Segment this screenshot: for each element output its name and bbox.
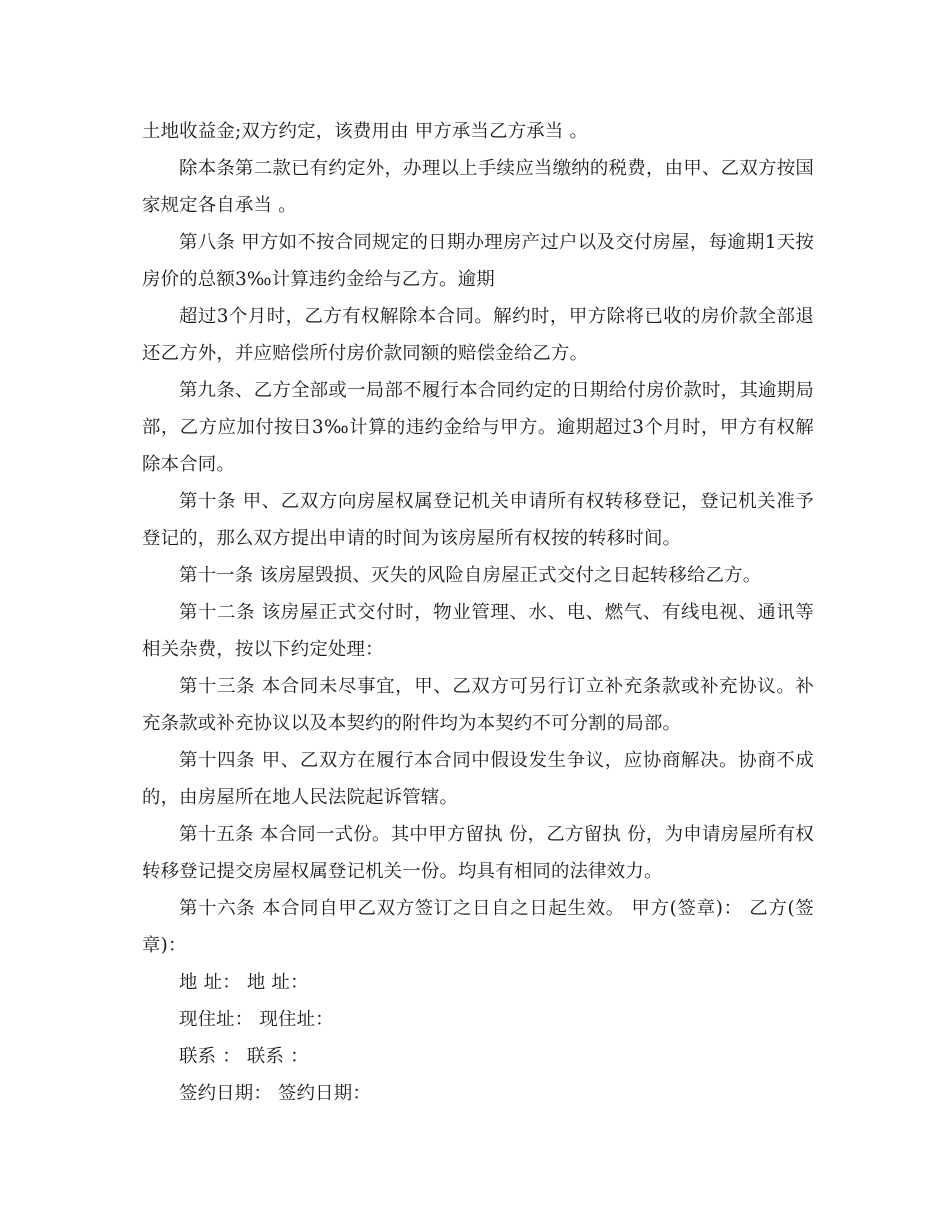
paragraph-article-15: 第十五条 本合同一式份。其中甲方留执 份，乙方留执 份，为申请房屋所有权转移登记提交房屋权属登记机关一份。均具有相同的法律效力。: [142, 824, 814, 882]
paragraph-article-14: 第十四条 甲、乙双方在履行本合同中假设发生争议，应协商解决。协商不成的，由房屋所在地人民法院起诉管辖。: [142, 750, 814, 808]
signing-date-line: 签约日期： 签约日期：: [179, 1083, 371, 1104]
paragraph-article-12: 第十二条 该房屋正式交付时，物业管理、水、电、燃气、有线电视、通讯等相关杂费，按以下约定处理：: [142, 602, 814, 660]
paragraph-article-16-signatures: 第十六条 本合同自甲乙双方签订之日自之日起生效。 甲方(签章)： 乙方(签章)：: [142, 898, 814, 956]
paragraph-article-11: 第十一条 该房屋毁损、灭失的风险自房屋正式交付之日起转移给乙方。: [179, 565, 762, 586]
paragraph-article-10: 第十条 甲、乙双方向房屋权属登记机关申请所有权转移登记，登记机关准予登记的，那么双方提出申请的时间为该房屋所有权按的转移时间。: [142, 491, 814, 549]
paragraph-article-9: 第九条、乙方全部或一局部不履行本合同约定的日期给付房价款时，其逾期局部，乙方应加付按日3‰计算的违约金给与甲方。逾期超过3个月时，甲方有权解除本合同。: [142, 380, 814, 475]
paragraph-article-13: 第十三条 本合同未尽事宜，甲、乙双方可另行订立补充条款或补充协议。补充条款或补充协议以及本契约的附件均为本契约不可分割的局部。: [142, 676, 814, 734]
document-body: [142, 113, 814, 1112]
paragraph-taxes: 除本条第二款已有约定外，办理以上手续应当缴纳的税费，由甲、乙双方按国家规定各自承当 。: [142, 158, 814, 216]
contact-line: 联系 ： 联系 ：: [179, 1046, 309, 1067]
current-address-line: 现住址： 现住址：: [179, 1009, 334, 1030]
paragraph-article-8: 第八条 甲方如不按合同规定的日期办理房产过户以及交付房屋，每逾期1天按房价的总额3‰计算违约金给与乙方。逾期: [142, 232, 814, 290]
address-line: 地 址： 地 址：: [179, 972, 309, 993]
paragraph-article-8-continued: 超过3个月时，乙方有权解除本合同。解约时，甲方除将已收的房价款全部退还乙方外，并应赔偿所付房价款同额的赔偿金给乙方。: [142, 306, 814, 364]
paragraph-land-fee: 土地收益金;双方约定，该费用由 甲方承当乙方承当 。: [142, 121, 589, 142]
